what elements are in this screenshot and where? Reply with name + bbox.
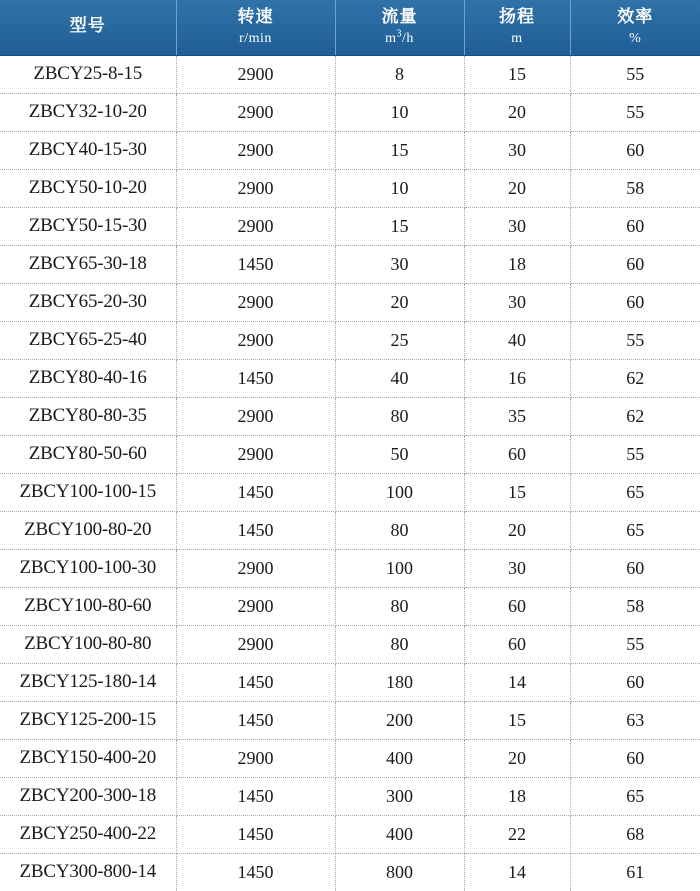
cell-speed: 2900 (176, 283, 335, 321)
table-row (0, 131, 700, 169)
table-row (0, 169, 700, 207)
cell-speed: 2900 (176, 397, 335, 435)
cell-speed: 2900 (176, 587, 335, 625)
cell-model: ZBCY100-80-60 (0, 587, 176, 625)
table-row (0, 853, 700, 891)
cell-flow: 15 (335, 207, 464, 245)
cell-efficiency: 61 (626, 861, 645, 882)
cell-flow: 200 (335, 701, 464, 739)
cell-speed: 1450 (176, 359, 335, 397)
cell-efficiency: 55 (570, 435, 700, 473)
cell-head: 15 (464, 55, 570, 93)
column-header-flow-title: 流量 (381, 7, 418, 26)
column-header-model-title: 型号 (69, 15, 106, 35)
table-row (0, 777, 700, 815)
table-row (0, 245, 700, 283)
cell-flow: 180 (335, 663, 464, 701)
cell-flow: 25 (335, 321, 464, 359)
column-header-flow (335, 0, 464, 55)
column-header-head-unit: m (511, 31, 523, 47)
cell-model: ZBCY200-300-18 (0, 777, 176, 815)
cell-flow: 40 (335, 359, 464, 397)
cell-efficiency: 60 (570, 131, 700, 169)
table-row (0, 587, 700, 625)
column-header-speed-unit: r/min (239, 31, 272, 47)
table-row (0, 739, 700, 777)
cell-flow: 15 (335, 131, 464, 169)
table-row (0, 359, 700, 397)
table-row (0, 283, 700, 321)
cell-efficiency: 55 (570, 321, 700, 359)
cell-flow: 800 (335, 853, 464, 891)
cell-efficiency: 60 (570, 245, 700, 283)
cell-head: 20 (464, 739, 570, 777)
cell-head: 30 (464, 131, 570, 169)
cell-model: ZBCY65-30-18 (0, 245, 176, 283)
cell-head: 20 (464, 93, 570, 131)
cell-head: 20 (464, 511, 570, 549)
cell-speed: 2900 (176, 169, 335, 207)
cell-head: 20 (464, 169, 570, 207)
cell-flow: 80 (335, 625, 464, 663)
table-row (0, 701, 700, 739)
cell-efficiency: 63 (570, 701, 700, 739)
cell-efficiency: 60 (570, 207, 700, 245)
cell-model: ZBCY50-10-20 (0, 169, 176, 207)
cell-model: ZBCY250-400-22 (0, 815, 176, 853)
table-header (0, 0, 700, 55)
cell-speed: 2900 (176, 93, 335, 131)
cell-flow: 80 (335, 397, 464, 435)
cell-efficiency: 68 (570, 815, 700, 853)
cell-efficiency: 62 (570, 359, 700, 397)
cell-efficiency: 55 (570, 625, 700, 663)
cell-head: 40 (464, 321, 570, 359)
cell-model: ZBCY100-80-20 (0, 511, 176, 549)
cell-model: ZBCY100-80-80 (0, 625, 176, 663)
cell-flow: 100 (335, 473, 464, 511)
cell-efficiency: 62 (570, 397, 700, 435)
table-row (0, 93, 700, 131)
cell-efficiency: 65 (570, 511, 700, 549)
column-header-flow-unit: $m^3/h$ (385, 28, 414, 47)
cell-flow: 50 (335, 435, 464, 473)
column-header-model (0, 0, 176, 55)
cell-flow: 100 (335, 549, 464, 587)
column-header-efficiency-title: 效率 (617, 7, 654, 26)
cell-efficiency: 58 (570, 587, 700, 625)
cell-efficiency: 60 (570, 549, 700, 587)
cell-head: 18 (464, 245, 570, 283)
cell-efficiency: 55 (570, 55, 700, 93)
cell-efficiency: 60 (570, 739, 700, 777)
cell-speed: 2900 (176, 131, 335, 169)
cell-model: ZBCY125-180-14 (0, 663, 176, 701)
cell-head: 60 (464, 587, 570, 625)
cell-efficiency: 65 (570, 777, 700, 815)
cell-model: ZBCY150-400-20 (0, 739, 176, 777)
cell-model: ZBCY100-100-30 (0, 549, 176, 587)
cell-head: 30 (464, 549, 570, 587)
cell-model: ZBCY100-100-15 (0, 473, 176, 511)
cell-flow: 30 (335, 245, 464, 283)
cell-speed: 2900 (176, 207, 335, 245)
cell-head: 30 (464, 283, 570, 321)
cell-flow: 8 (335, 55, 464, 93)
column-header-speed (176, 0, 335, 55)
cell-flow: 10 (335, 169, 464, 207)
cell-speed: 2900 (176, 55, 335, 93)
cell-model: ZBCY65-25-40 (0, 321, 176, 359)
cell-flow: 10 (335, 93, 464, 131)
cell-model: ZBCY40-15-30 (0, 131, 176, 169)
column-header-head (464, 0, 570, 55)
cell-model: ZBCY25-8-15 (0, 55, 176, 93)
table-row (0, 625, 700, 663)
table-row (0, 663, 700, 701)
column-header-efficiency-unit: % (629, 31, 642, 47)
table-row (0, 321, 700, 359)
cell-speed: 1450 (176, 473, 335, 511)
cell-flow: 80 (335, 511, 464, 549)
table-header-row (0, 0, 700, 55)
cell-speed: 1450 (176, 701, 335, 739)
cell-model: ZBCY50-15-30 (0, 207, 176, 245)
cell-efficiency: 60 (570, 663, 700, 701)
cell-head: 16 (464, 359, 570, 397)
table-row (0, 549, 700, 587)
cell-flow: 300 (335, 777, 464, 815)
cell-model: ZBCY32-10-20 (0, 93, 176, 131)
table-row (0, 55, 700, 93)
cell-flow: 20 (335, 283, 464, 321)
cell-model: ZBCY80-40-16 (0, 359, 176, 397)
cell-speed: 2900 (176, 739, 335, 777)
cell-efficiency: 55 (570, 93, 700, 131)
cell-speed: 1450 (176, 815, 335, 853)
cell-speed: 1450 (176, 663, 335, 701)
cell-head: 60 (464, 625, 570, 663)
cell-model: ZBCY65-20-30 (0, 283, 176, 321)
cell-head: 35 (464, 397, 570, 435)
cell-head: 15 (464, 473, 570, 511)
table-body (0, 55, 700, 891)
cell-head: 22 (464, 815, 570, 853)
table-row (0, 435, 700, 473)
table-row (0, 815, 700, 853)
cell-flow: 80 (335, 587, 464, 625)
column-header-speed-title: 转速 (237, 7, 274, 26)
table-row (0, 511, 700, 549)
cell-speed: 1450 (176, 853, 335, 891)
cell-head: 14 (464, 853, 570, 891)
cell-head: 18 (464, 777, 570, 815)
cell-model: ZBCY300-800-14 (0, 853, 176, 891)
cell-flow: 400 (335, 815, 464, 853)
cell-efficiency: 65 (570, 473, 700, 511)
cell-model: ZBCY125-200-15 (0, 701, 176, 739)
cell-speed: 2900 (176, 435, 335, 473)
cell-speed: 1450 (176, 777, 335, 815)
table-row (0, 473, 700, 511)
cell-head: 15 (464, 701, 570, 739)
cell-head: 30 (464, 207, 570, 245)
cell-efficiency: 60 (570, 283, 700, 321)
cell-head: 14 (464, 663, 570, 701)
column-header-head-title: 扬程 (499, 7, 535, 26)
cell-speed: 2900 (176, 321, 335, 359)
cell-model: ZBCY80-50-60 (0, 435, 176, 473)
cell-speed: 1450 (176, 511, 335, 549)
cell-efficiency: 58 (570, 169, 700, 207)
cell-speed: 1450 (176, 245, 335, 283)
table-row (0, 397, 700, 435)
cell-speed: 2900 (176, 625, 335, 663)
cell-flow: 400 (335, 739, 464, 777)
cell-speed: 2900 (176, 549, 335, 587)
cell-head: 60 (464, 435, 570, 473)
column-header-efficiency (570, 0, 700, 55)
cell-model: ZBCY80-80-35 (0, 397, 176, 435)
table-row (0, 207, 700, 245)
